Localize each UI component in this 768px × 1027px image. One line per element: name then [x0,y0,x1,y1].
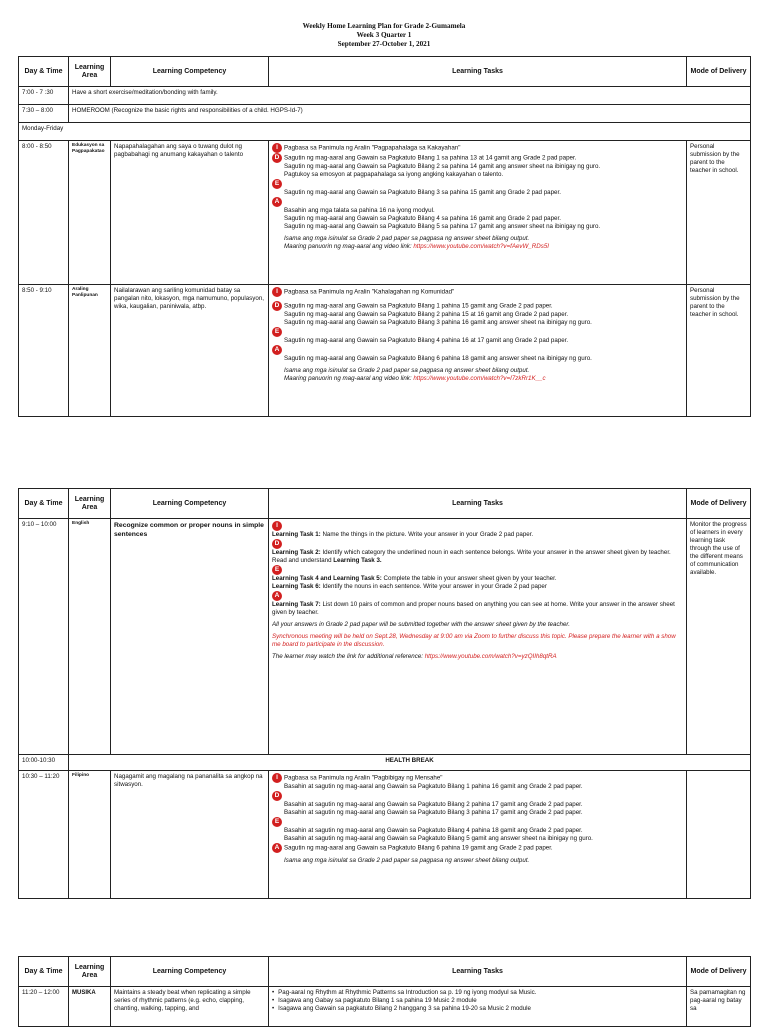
table-row [19,755,751,771]
task-line: Learning Task 7: List down 10 pairs of common and proper nouns based on anything you can see at home. Write your answer in the answer sheet given by teacher. [272,601,675,616]
task-line: Learning Task 4 and Learning Task 5: Complete the table in your answer sheet given by your teacher. [272,575,557,582]
letter-i-icon: I [272,521,282,531]
task-note: Isama ang mga isinulat sa Grade 2 pad paper sa pagpasa ng answer sheet bilang output. [284,857,530,864]
col-mode-of-delivery: Mode of Delivery [687,57,751,87]
col-mode-of-delivery: Mode of Delivery [687,957,751,987]
col-mode-of-delivery: Mode of Delivery [687,489,751,519]
task-note: Maaring panuorin ng mag-aaral ang video link: https://www.youtube.com/watch?v=I7zkRr1K__c [284,375,546,382]
row-tasks [269,141,687,285]
row-tasks [269,987,687,1027]
row-learning-area: Edukasyon sa Pagpapakatao [69,141,111,285]
row-time: 7:00 - 7 :30 [19,87,69,105]
task-line: Sagutin ng mag-aaral ang Gawain sa Pagkatuto Bilang 2 sa pahina 14 gamit ang answer sheet na ibinigay ng guro. [284,163,601,170]
letter-e-icon: E [272,179,282,189]
row-tasks [269,771,687,899]
table-row [19,519,751,755]
task-line [272,791,683,801]
plan-week: Week 3 Quarter 1 [356,31,412,39]
plan-dates: September 27-October 1, 2021 [337,40,431,48]
row-learning-area: Araling Panlipunan [69,285,111,417]
col-learning-area: Learning Area [69,489,111,519]
row-time: 8:50 - 9:10 [19,285,69,417]
task-line [272,521,683,531]
document-header [0,22,768,49]
task-line [272,591,683,601]
col-learning-tasks: Learning Tasks [269,489,687,519]
table-header-row [19,957,751,987]
row-activity: HOMEROOM (Recognize the basic rights and responsibilities of a child. HGPS-Id-7) [69,105,751,123]
task-line: Basahin at sagutin ng mag-aaral ang Gawain sa Pagkatuto Bilang 3 pahina 17 gamit ang Grade 2 pad paper. [284,809,583,816]
col-learning-tasks: Learning Tasks [269,57,687,87]
letter-d-icon: D [272,301,282,311]
letter-e-icon: E [272,327,282,337]
plan-title: Weekly Home Learning Plan for Grade 2-Gumamela [302,22,466,30]
col-learning-competency: Learning Competency [111,57,269,87]
letter-e-icon: E [272,565,282,575]
task-line [272,345,683,355]
row-tasks [269,519,687,755]
task-note: Maaring panuorin ng mag-aaral ang video link: https://www.youtube.com/watch?v=fAevW_RDs5I [284,243,549,250]
col-learning-area: Learning Area [69,957,111,987]
letter-d-icon: D [272,791,282,801]
table-header-row [19,57,751,87]
letter-i-icon: I [272,143,282,153]
task-line: Basahin at sagutin ng mag-aaral ang Gawain sa Pagkatuto Bilang 4 pahina 18 gamit ang Grade 2 pad paper. [284,827,583,834]
list-item: • Isagawa ang Gabay sa pagkatuto Bilang 1 sa pahina 19 Music 2 module [272,997,683,1005]
plan-table-2 [18,488,751,899]
task-line: Sagutin ng mag-aaral ang Gawain sa Pagkatuto Bilang 3 sa pahina 15 gamit ang Grade 2 pad paper. [284,189,561,196]
row-time: 10:00-10:30 [19,755,69,771]
row-mode [687,771,751,899]
letter-i-icon: I [272,287,282,297]
task-line: I Pagbasa sa Panimula ng Aralin "Kahalagahan ng Komunidad" [272,287,683,297]
row-activity: Have a short exercise/meditation/bonding with family. [69,87,751,105]
task-line: Sagutin ng mag-aaral ang Gawain sa Pagkatuto Bilang 6 pahina 18 gamit ang answer sheet na ibinigay ng guro. [284,355,592,362]
row-days: Monday-Friday [19,123,751,141]
table-row [19,87,751,105]
health-break-label: HEALTH BREAK [69,755,751,771]
row-competency: Nailalarawan ang sariling komunidad batay sa pangalan nito, lokasyon, mga namumuno, populasyon, wika, kaugalian, paniniwala, atbp. [111,285,269,417]
row-time: 7:30 – 8:00 [19,105,69,123]
row-learning-area: MUSIKA [69,987,111,1027]
row-mode: Personal submission by the parent to the teacher in school. [687,141,751,285]
letter-a-icon: A [272,197,282,207]
letter-d-icon: D [272,153,282,163]
task-line: Sagutin ng mag-aaral ang Gawain sa Pagkatuto Bilang 4 sa pahina 16 gamit ang Grade 2 pad paper. [284,215,561,222]
row-competency: Napapahalagahan ang saya o tuwang dulot ng pagbabahagi ng anumang kakayahan o talento [111,141,269,285]
letter-i-icon: I [272,773,282,783]
task-note: All your answers in Grade 2 pad paper will be submitted together with the answer sheet given by the teacher. [272,621,570,628]
task-line: A Sagutin ng mag-aaral ang Gawain sa Pagkatuto Bilang 6 pahina 19 gamit ang Grade 2 pad paper. [272,843,683,853]
row-time: 10:30 – 11:20 [19,771,69,899]
row-competency: Nagagamit ang magalang na pananalita sa angkop na sitwasyon. [111,771,269,899]
video-link[interactable]: https://www.youtube.com/watch?v=yzQIIh8qtRA [424,653,557,660]
table-row [19,771,751,899]
task-line: I Pagbasa sa Panimula ng Aralin "Pagbibigay ng Mensahe" [272,773,683,783]
task-line: Learning Task 2: Identify which category the underlined noun in each sentence belongs. Write your answer in the answer sheet given by teacher. [272,549,671,556]
task-line: Basahin at sagutin ng mag-aaral ang Gawain sa Pagkatuto Bilang 1 pahina 16 gamit ang Grade 2 pad paper. [284,783,583,790]
task-line: Basahin at sagutin ng mag-aaral ang Gawain sa Pagkatuto Bilang 5 gamit ang answer sheet na ibinigay ng guro. [284,835,593,842]
row-competency: Maintains a steady beat when replicating a simple series of rhythmic patterns (e.g. echo, clapping, chanting, walking, tapping, and [111,987,269,1027]
row-mode: Personal submission by the parent to the teacher in school. [687,285,751,417]
task-line: Sagutin ng mag-aaral ang Gawain sa Pagkatuto Bilang 4 pahina 16 at 17 gamit ang Grade 2 pad paper. [284,337,569,344]
task-note: The learner may watch the link for additional reference: https://www.youtube.com/watch?v=yzQIIh8qtRA [272,653,557,660]
list-item: • Isagawa ang Gawain sa pagkatuto Bilang 2 hanggang 3 sa pahina 19-20 sa Music 2 module [272,1005,683,1013]
row-tasks [269,285,687,417]
task-line: Read and understand Learning Task 3. [272,557,382,564]
task-note: Isama ang mga isinulat sa Grade 2 pad paper sa pagpasa ng answer sheet bilang output. [284,235,530,242]
row-learning-area: Filipino [69,771,111,899]
task-line [272,817,683,827]
col-day-time: Day & Time [19,957,69,987]
task-line: D Sagutin ng mag-aaral ang Gawain sa Pagkatuto Bilang 1 sa pahina 13 at 14 gamit ang Grade 2 pad paper. [272,153,683,163]
table-row [19,987,751,1027]
letter-e-icon: E [272,817,282,827]
row-learning-area: English [69,519,111,755]
task-line: I Pagbasa sa Panimula ng Aralin "Pagpapahalaga sa Kakayahan" [272,143,683,153]
table-row [19,123,751,141]
plan-table-3 [18,956,751,1027]
row-time: 8:00 - 8:50 [19,141,69,285]
table-header-row [19,489,751,519]
col-day-time: Day & Time [19,489,69,519]
task-line: Sagutin ng mag-aaral ang Gawain sa Pagkatuto Bilang 5 sa pahina 17 gamit ang answer sheet na ibinigay ng guro. [284,223,601,230]
task-line: Learning Task 1: Name the things in the picture. Write your answer in your Grade 2 pad paper. [272,531,534,538]
col-learning-competency: Learning Competency [111,489,269,519]
col-learning-area: Learning Area [69,57,111,87]
letter-a-icon: A [272,591,282,601]
video-link[interactable]: https://www.youtube.com/watch?v=fAevW_RDs5I [413,243,549,250]
task-line: Learning Task 6: Identify the nouns in each sentence. Write your answer in your Grade 2 pad paper [272,583,547,590]
letter-a-icon: A [272,345,282,355]
task-line: Basahin ang mga talata sa pahina 16 na iyong modyul. [284,207,435,214]
list-item: • Pag-aaral ng Rhythm at Rhythmic Patterns sa Introduction sa p. 19 ng iyong modyul sa Music. [272,989,683,997]
task-note: Isama ang mga isinulat sa Grade 2 pad paper sa pagpasa ng answer sheet bilang output. [284,367,530,374]
task-line [272,565,683,575]
task-line: Basahin at sagutin ng mag-aaral ang Gawain sa Pagkatuto Bilang 2 pahina 17 gamit ang Grade 2 pad paper. [284,801,583,808]
table-row [19,285,751,417]
row-mode: Monitor the progress of learners in every learning task through the use of the different means of communication available. [687,519,751,755]
task-line [272,327,683,337]
table-row [19,141,751,285]
table-row [19,105,751,123]
col-learning-tasks: Learning Tasks [269,957,687,987]
letter-a-icon: A [272,843,282,853]
task-line [272,179,683,189]
task-line [272,539,683,549]
row-competency: Recognize common or proper nouns in simple sentences [111,519,269,755]
col-day-time: Day & Time [19,57,69,87]
task-line [272,197,683,207]
col-learning-competency: Learning Competency [111,957,269,987]
row-time: 11:20 – 12:00 [19,987,69,1027]
task-line: Sagutin ng mag-aaral ang Gawain sa Pagkatuto Bilang 2 pahina 15 at 16 gamit ang Grade 2 pad paper. [284,311,569,318]
video-link[interactable]: https://www.youtube.com/watch?v=I7zkRr1K__c [413,375,546,382]
zoom-meeting-note: Synchronous meeting will be held on Sept.28, Wednesday at 9:00 am via Zoom to further discuss this topic. Please prepare the learner with a show me board to participate in the discussion. [272,633,676,648]
row-mode: Sa pamamagitan ng pag-aaral ng batay sa [687,987,751,1027]
letter-d-icon: D [272,539,282,549]
task-line: Pagtukoy sa emosyon at pagpapahalaga sa iyong angking kakayahan o talento. [284,171,504,178]
row-time: 9:10 – 10:00 [19,519,69,755]
task-line: Sagutin ng mag-aaral ang Gawain sa Pagkatuto Bilang 3 pahina 16 gamit ang answer sheet na ibinigay ng guro. [284,319,592,326]
task-line: D Sagutin ng mag-aaral ang Gawain sa Pagkatuto Bilang 1 pahina 15 gamit ang Grade 2 pad paper. [272,301,683,311]
plan-table-1 [18,56,751,417]
